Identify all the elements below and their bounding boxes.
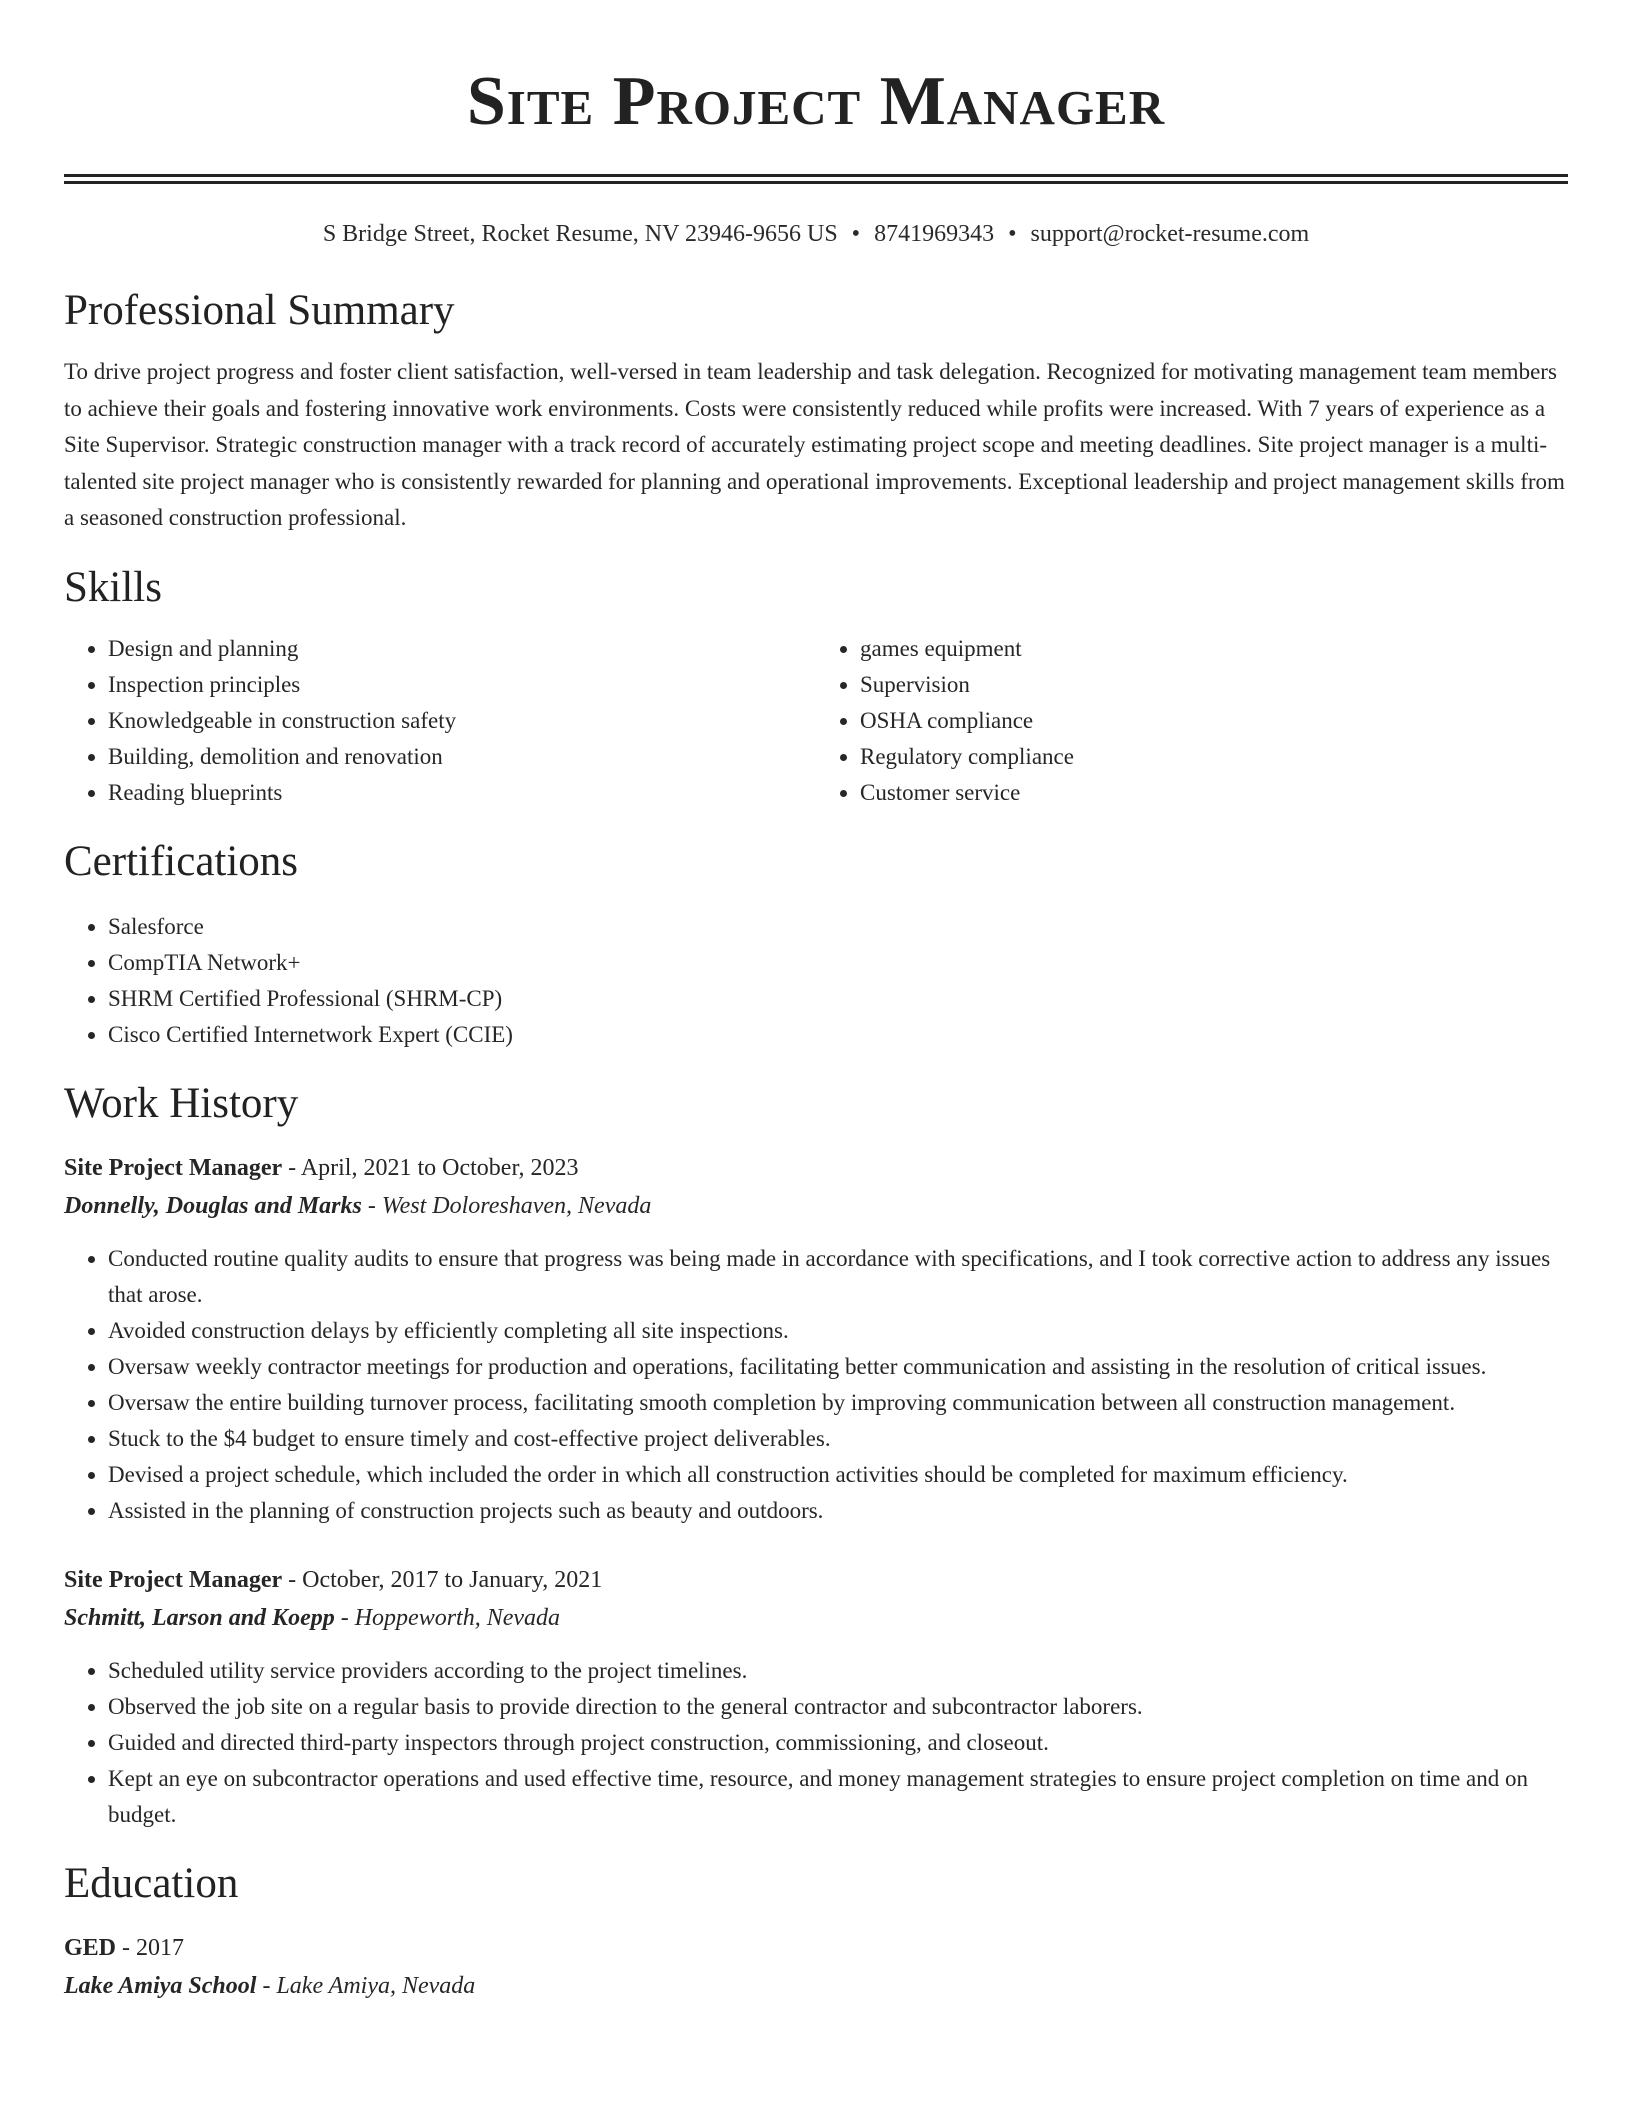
work-history-heading: Work History (64, 1079, 299, 1127)
skill-item: • Knowledgeable in construction safety (108, 703, 816, 739)
job-bullet: • Guided and directed third-party inspectors through project construction, commissioning, and closeout. (108, 1725, 1568, 1761)
job-bullet: • Scheduled utility service providers according to the project timelines. (108, 1653, 1568, 1689)
certification-item: • SHRM Certified Professional (SHRM-CP) (108, 981, 1568, 1017)
education-school: Lake Amiya School (64, 1972, 257, 1999)
job-company: Donnelly, Douglas and Marks (64, 1192, 362, 1219)
certifications-list (64, 909, 1568, 1053)
skill-item: • OSHA compliance (860, 703, 1568, 739)
dash: - (361, 1192, 382, 1219)
education-year: 2017 (136, 1934, 185, 1961)
job-company-line (64, 1187, 1568, 1225)
education-entry (64, 1929, 1568, 2005)
job-dates: April, 2021 to October, 2023 (300, 1154, 579, 1181)
skills-list-left (64, 631, 816, 811)
header-double-rule (64, 174, 1568, 184)
education-heading: Education (64, 1859, 239, 1907)
job-company-line (64, 1599, 1568, 1637)
job-bullet: • Oversaw the entire building turnover process, facilitating smooth completion by improving communication between all construction management. (108, 1385, 1568, 1421)
job-bullet: • Oversaw weekly contractor meetings for production and operations, facilitating better communication and assisting in the resolution of critical issues. (108, 1349, 1568, 1385)
job-header (64, 1561, 1568, 1599)
job-location: Hoppeworth, Nevada (354, 1604, 561, 1631)
summary-heading: Professional Summary (64, 287, 455, 334)
certification-item: • CompTIA Network+ (108, 945, 1568, 981)
job-role: Site Project Manager (64, 1566, 283, 1593)
dash: - (256, 1972, 277, 1999)
job-entry (64, 1149, 1568, 1529)
dash: - (116, 1934, 137, 1961)
job-bullet: • Avoided construction delays by efficiently completing all site inspections. (108, 1313, 1568, 1349)
job-bullets (64, 1653, 1568, 1833)
contact-phone: 8741969343 (874, 221, 995, 247)
contact-separator: • (1008, 221, 1017, 247)
skill-item: • Design and planning (108, 631, 816, 667)
contact-separator: • (851, 221, 861, 247)
job-dates: October, 2017 to January, 2021 (302, 1566, 603, 1593)
contact-line (64, 218, 1568, 250)
education-header (64, 1929, 1568, 1967)
education-location: Lake Amiya, Nevada (276, 1972, 476, 1999)
certification-item: • Salesforce (108, 909, 1568, 945)
job-role: Site Project Manager (64, 1154, 283, 1181)
job-bullet: • Stuck to the $4 budget to ensure timely and cost-effective project deliverables. (108, 1421, 1568, 1457)
job-bullets (64, 1241, 1568, 1529)
job-bullet: • Observed the job site on a regular basis to provide direction to the general contractor and subcontractor laborers. (108, 1689, 1568, 1725)
dash: - (334, 1604, 355, 1631)
skill-item: • Regulatory compliance (860, 739, 1568, 775)
skill-item: • Supervision (860, 667, 1568, 703)
job-company: Schmitt, Larson and Koepp (64, 1604, 335, 1631)
skill-item: • Customer service (860, 775, 1568, 811)
skill-item: • games equipment (860, 631, 1568, 667)
job-bullet: • Kept an eye on subcontractor operations and used effective time, resource, and money management strategies to ensure project completion on time and on budget. (108, 1761, 1568, 1833)
education-school-line (64, 1967, 1568, 2005)
certifications-heading: Certifications (64, 837, 299, 885)
job-bullet: • Devised a project schedule, which included the order in which all construction activities should be completed for maximum efficiency. (108, 1457, 1568, 1493)
skills-heading: Skills (64, 563, 162, 611)
dash: - (282, 1154, 301, 1181)
skills-columns (64, 631, 1568, 811)
job-bullet: • Assisted in the planning of construction projects such as beauty and outdoors. (108, 1493, 1568, 1529)
contact-email: support@rocket-resume.com (1030, 221, 1310, 247)
skills-list-right (816, 631, 1568, 811)
education-degree: GED (64, 1934, 117, 1961)
job-entry (64, 1561, 1568, 1833)
summary-text: To drive project progress and foster client satisfaction, well-versed in team leadership and task delegation. Recognized for motivating management team members to achieve their goals and fostering innovative work environments. Costs were consistently reduced while profits were increased. With 7 years of experience as a Site Supervisor. Strategic construction manager with a track record of accurately estimating project scope and meeting deadlines. Site project manager is a multi-talented site project manager who is consistently rewarded for planning and operational improvements. Exceptional leadership and project management skills from a seasoned construction professional. (64, 359, 1565, 530)
job-bullet: • Conducted routine quality audits to ensure that progress was being made in accordance with specifications, and I took corrective action to address any issues that arose. (108, 1241, 1568, 1313)
job-header (64, 1149, 1568, 1187)
skill-item: • Building, demolition and renovation (108, 739, 816, 775)
job-location: West Doloreshaven, Nevada (381, 1192, 652, 1219)
contact-address: S Bridge Street, Rocket Resume, NV 23946-9656 US (322, 221, 838, 247)
certification-item: • Cisco Certified Internetwork Expert (CCIE) (108, 1017, 1568, 1053)
skill-item: • Inspection principles (108, 667, 816, 703)
resume-name: Site Project Manager (466, 63, 1166, 140)
dash: - (282, 1566, 303, 1593)
skill-item: • Reading blueprints (108, 775, 816, 811)
